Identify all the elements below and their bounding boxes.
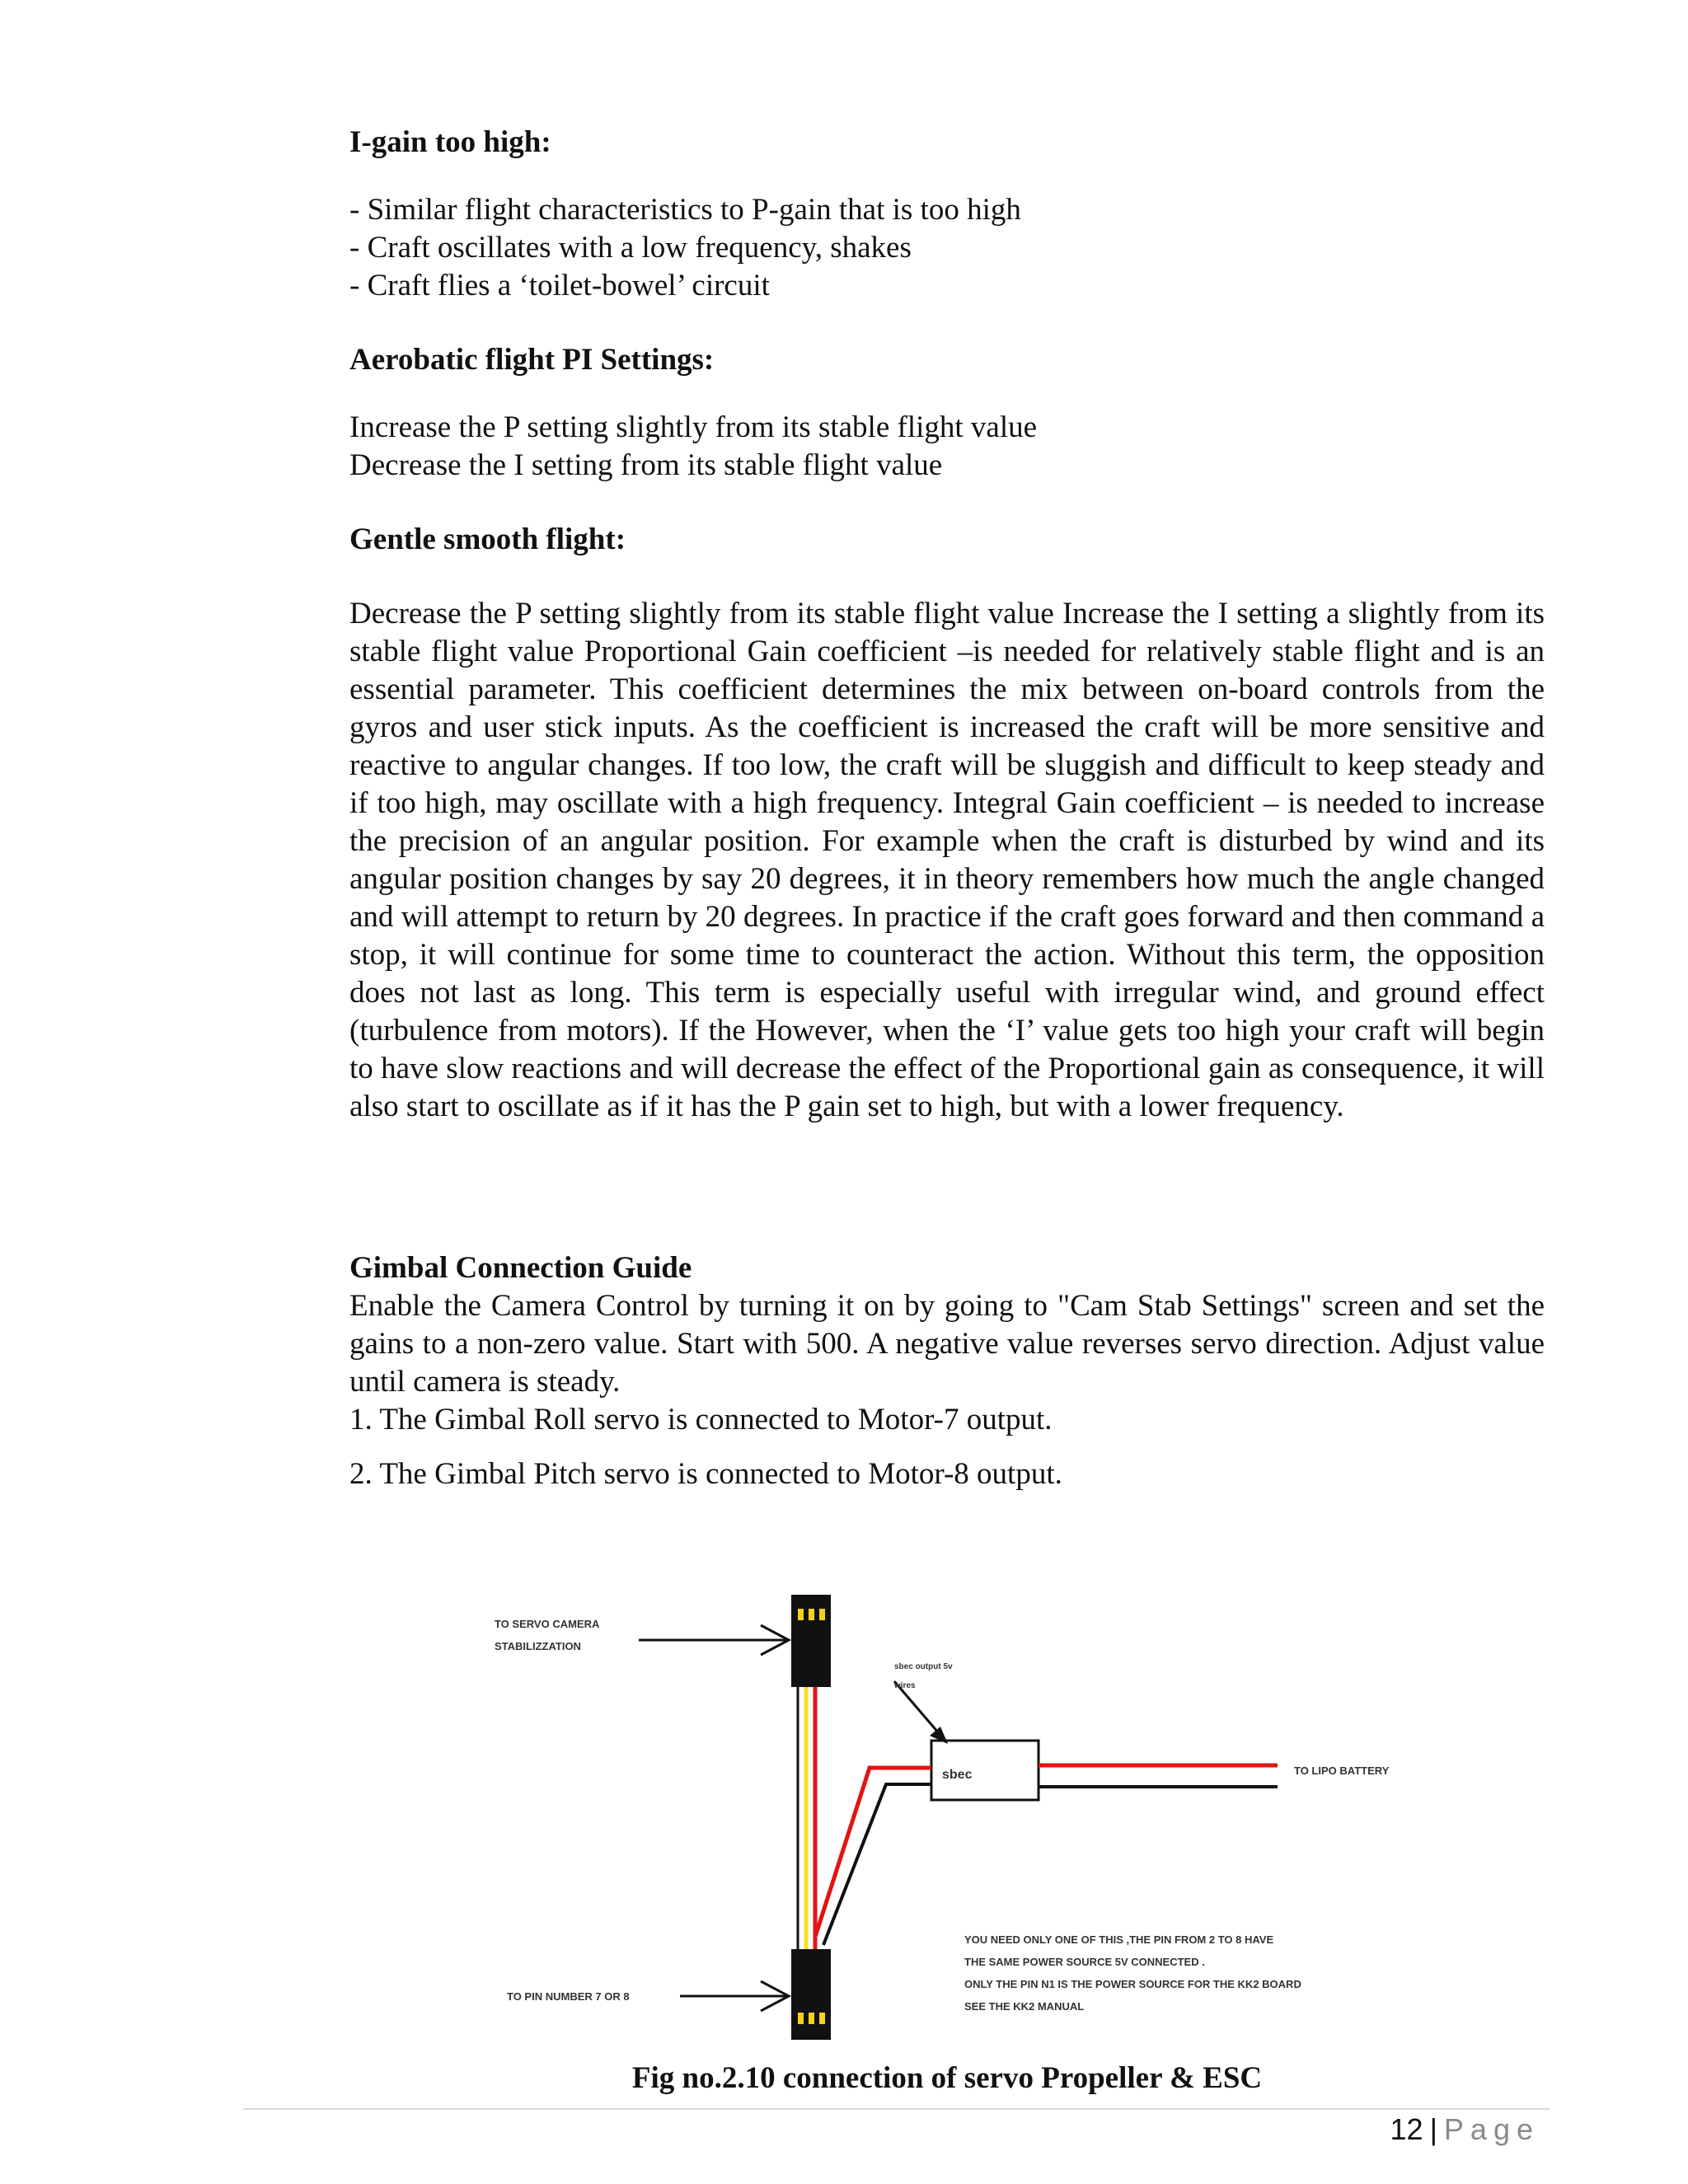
label-servo-line1: TO SERVO CAMERA <box>495 1618 600 1630</box>
igain-item: - Craft oscillates with a low frequency, shakes <box>349 231 912 265</box>
figure-caption: Fig no.2.10 connection of servo Propeller & ESC <box>631 2061 1263 2095</box>
label-lipo-battery: TO LIPO BATTERY <box>1294 1765 1390 1777</box>
aerobatic-list <box>349 409 1545 485</box>
page-content <box>349 124 1545 1493</box>
note-line-3: ONLY THE PIN N1 IS THE POWER SOURCE FOR THE KK2 BOARD <box>964 1978 1301 1990</box>
gentle-paragraph: Decrease the P setting slightly from its stable flight value Increase the I setting a slightly from its stable flight value Proportional Gain coefficient –is needed for relatively stable flight and is an essential parameter. This coefficient determines the mix between on-board controls from the gyros and user stick inputs. As the coefficient is increased the craft will be more sensitive and reactive to angular changes. If too low, the craft will be sluggish and difficult to keep steady and if too high, may oscillate with a high frequency. Integral Gain coefficient – is needed to increase the precision of an angular position. For example when the craft is disturbed by wind and its angular position changes by say 20 degrees, it in theory remembers how much the angle changed and will attempt to return by 20 degrees. In practice if the craft goes forward and then command a stop, it will continue for some time to counteract the action. Without this term, the opposition does not last as long. This term is especially useful with irregular wind, and ground effect (turbulence from motors). If the However, when the ‘I’ value gets too high your craft will begin to have slow reactions and will decrease the effect of the Proportional gain as consequence, it will also start to oscillate as if it has the P gain set to high, but with a lower frequency. <box>349 597 1545 1123</box>
footer-separator: | <box>1429 2112 1437 2146</box>
bottom-pin-connector <box>791 1949 831 2040</box>
top-servo-connector <box>791 1595 831 1687</box>
note-line-1: YOU NEED ONLY ONE OF THIS ,THE PIN FROM 2 TO 8 HAVE <box>964 1933 1274 1946</box>
label-sbec: sbec <box>942 1768 973 1782</box>
gimbal-step-1: 1. The Gimbal Roll servo is connected to Motor-7 output. <box>349 1403 1053 1436</box>
servo-wiring-diagram <box>482 1591 1414 2044</box>
page-footer <box>1390 2112 1540 2147</box>
label-pin-number: TO PIN NUMBER 7 OR 8 <box>507 1990 630 2003</box>
label-servo-line2: STABILIZZATION <box>495 1640 581 1652</box>
gimbal-step-2: 2. The Gimbal Pitch servo is connected to Motor-8 output. <box>349 1457 1062 1491</box>
igain-item: - Similar flight characteristics to P-gain that is too high <box>349 193 1021 227</box>
gimbal-heading: Gimbal Connection Guide <box>349 1251 692 1285</box>
aerobatic-item: Increase the P setting slightly from its stable flight value <box>349 410 1038 444</box>
igain-list <box>349 191 1545 305</box>
igain-heading: I-gain too high: <box>349 125 551 159</box>
gentle-heading: Gentle smooth flight: <box>349 523 626 556</box>
aerobatic-heading: Aerobatic flight PI Settings: <box>349 343 715 377</box>
page-label: Page <box>1443 2112 1540 2146</box>
note-line-4: SEE THE KK2 MANUAL <box>964 2000 1085 2013</box>
igain-item: - Craft flies a ‘toilet-bowel’ circuit <box>349 269 770 302</box>
gimbal-paragraph: Enable the Camera Control by turning it on by going to "Cam Stab Settings" screen and set the gains to a non-zero value. Start with 500. A negative value reverses servo direction. Adjust value until camera is steady. <box>349 1289 1545 1399</box>
footer-divider <box>243 2108 1550 2110</box>
page-number: 12 <box>1390 2112 1423 2146</box>
gimbal-section <box>349 1249 1545 1493</box>
aerobatic-item: Decrease the I setting from its stable flight value <box>349 448 943 482</box>
note-line-2: THE SAME POWER SOURCE 5V CONNECTED . <box>964 1956 1205 1968</box>
label-sbec-output-line1: sbec output 5v <box>894 1662 953 1671</box>
label-sbec-output-line2: wires <box>894 1681 916 1690</box>
